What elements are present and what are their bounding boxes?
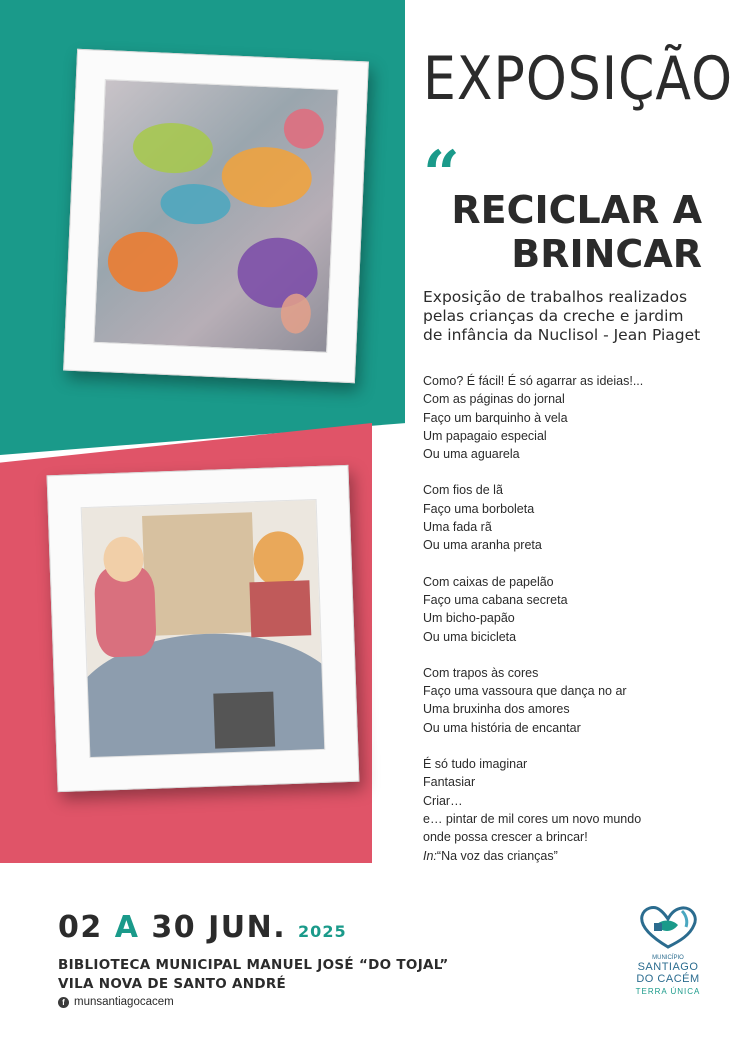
poem-line: Ou uma história de encantar bbox=[423, 720, 581, 735]
description-line: Exposição de trabalhos realizados bbox=[423, 288, 688, 306]
exhibition-description bbox=[423, 288, 723, 345]
poem-line: Faço uma borboleta bbox=[423, 501, 535, 516]
poem-line: Um bicho-papão bbox=[423, 611, 515, 626]
exhibition-dates bbox=[58, 910, 347, 945]
venue-line: BIBLIOTECA MUNICIPAL MANUEL JOSÉ “DO TOJAL” bbox=[58, 957, 449, 973]
municipality-logo bbox=[618, 905, 718, 996]
poem-line: onde possa crescer a brincar! bbox=[423, 830, 588, 845]
poem-line: Ou uma aguarela bbox=[423, 447, 520, 462]
framed-artwork-collage bbox=[47, 465, 360, 792]
subtitle-line: BRINCAR bbox=[511, 232, 702, 276]
poem-line: Uma bruxinha dos amores bbox=[423, 702, 570, 717]
logo-line: MUNICÍPIO bbox=[652, 955, 684, 961]
poem-line: É só tudo imaginar bbox=[423, 757, 528, 772]
description-line: de infância da Nuclisol - Jean Piaget bbox=[423, 326, 701, 344]
poem-source bbox=[423, 847, 723, 865]
venue bbox=[58, 956, 449, 994]
facebook-icon: f bbox=[58, 997, 69, 1008]
poem bbox=[423, 372, 723, 865]
poem-stanza bbox=[423, 664, 723, 737]
logo-line: TERRA ÚNICA bbox=[635, 987, 701, 996]
description-line: pelas crianças da creche e jardim bbox=[423, 307, 684, 325]
poem-line: Com caixas de papelão bbox=[423, 574, 554, 589]
poem-line: Fantasiar bbox=[423, 775, 476, 790]
poem-stanza bbox=[423, 755, 723, 865]
date-year: 2025 bbox=[298, 922, 347, 941]
poem-stanza bbox=[423, 573, 723, 646]
poem-stanza bbox=[423, 481, 723, 554]
poem-line: Como? É fácil! É só agarrar as ideias!... bbox=[423, 374, 644, 388]
poem-line: Com as páginas do jornal bbox=[423, 392, 565, 407]
poem-line: Faço um barquinho à vela bbox=[423, 410, 568, 425]
facebook-link[interactable] bbox=[58, 996, 174, 1008]
heart-logo-icon bbox=[638, 905, 698, 949]
poem-line: Ou uma aranha preta bbox=[423, 538, 542, 553]
poem-line: Uma fada rã bbox=[423, 520, 492, 535]
collage-photo bbox=[81, 499, 326, 758]
poem-source-text: “Na voz das crianças” bbox=[436, 848, 558, 863]
poem-line: Com trapos às cores bbox=[423, 665, 539, 680]
subtitle-line: RECICLAR A bbox=[451, 188, 702, 232]
poem-source-prefix: In: bbox=[423, 848, 437, 863]
poem-line: Faço uma vassoura que dança no ar bbox=[423, 684, 627, 699]
logo-line: SANTIAGO bbox=[637, 961, 699, 973]
date-end: 30 JUN. bbox=[151, 910, 287, 945]
poem-line: Faço uma cabana secreta bbox=[423, 592, 568, 607]
date-connector: A bbox=[114, 910, 140, 945]
poem-line: e… pintar de mil cores um novo mundo bbox=[423, 811, 642, 826]
poem-line: Um papagaio especial bbox=[423, 428, 547, 443]
poem-line: Criar… bbox=[423, 793, 463, 808]
poem-line: Ou uma bicicleta bbox=[423, 629, 517, 644]
date-start: 02 bbox=[58, 910, 103, 945]
logo-line: DO CACÉM bbox=[636, 973, 700, 985]
quote-mark: “ bbox=[423, 137, 460, 212]
exhibition-subtitle bbox=[451, 188, 702, 276]
page-title: EXPOSIÇÃO bbox=[423, 45, 734, 114]
facebook-handle: munsantiagocacem bbox=[74, 996, 174, 1008]
framed-artwork-painting bbox=[63, 49, 369, 383]
poem-stanza bbox=[423, 372, 723, 463]
venue-line: VILA NOVA DE SANTO ANDRÉ bbox=[58, 976, 287, 992]
poem-line: Com fios de lã bbox=[423, 483, 503, 498]
painting-photo bbox=[93, 79, 338, 353]
